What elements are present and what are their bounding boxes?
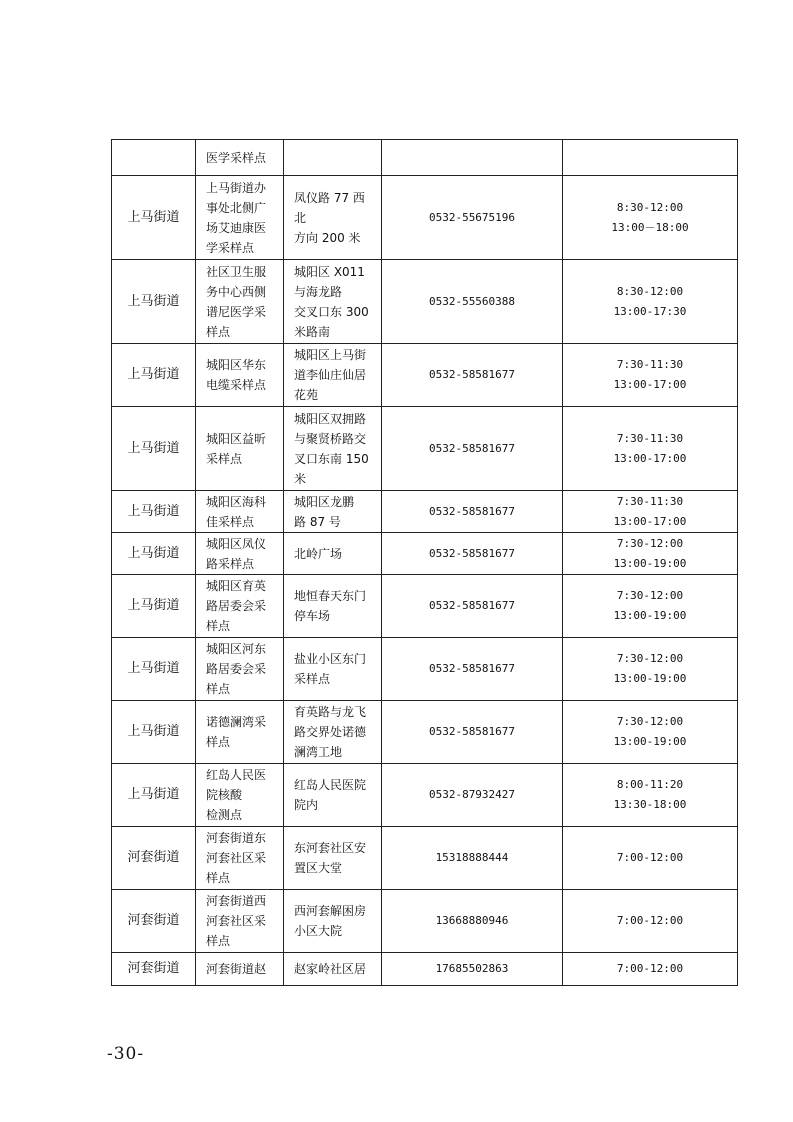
cell-hours: 7:30-11:30 13:00-17:00 <box>563 491 738 533</box>
cell-phone <box>382 140 563 176</box>
table-row <box>112 701 738 764</box>
table-row <box>112 407 738 491</box>
table-row <box>112 533 738 575</box>
cell-street: 上马街道 <box>112 491 196 533</box>
cell-site-name: 河套街道西 河套社区采 样点 <box>196 890 284 953</box>
cell-hours: 8:30-12:00 13:00-17:30 <box>563 260 738 344</box>
cell-address: 城阳区龙鹏 路 87 号 <box>284 491 382 533</box>
cell-address: 城阳区上马街 道李仙庄仙居 花苑 <box>284 344 382 407</box>
table-row <box>112 764 738 827</box>
cell-street: 上马街道 <box>112 407 196 491</box>
cell-address <box>284 140 382 176</box>
cell-hours: 8:00-11:20 13:30-18:00 <box>563 764 738 827</box>
cell-phone: 15318888444 <box>382 827 563 890</box>
cell-site-name: 诺德澜湾采 样点 <box>196 701 284 764</box>
cell-street: 上马街道 <box>112 260 196 344</box>
table-row <box>112 827 738 890</box>
cell-hours: 8:30-12:00 13:00－18:00 <box>563 176 738 260</box>
cell-site-name: 上马街道办 事处北侧广 场艾迪康医 学采样点 <box>196 176 284 260</box>
cell-phone: 0532-87932427 <box>382 764 563 827</box>
cell-street: 河套街道 <box>112 890 196 953</box>
cell-address: 北岭广场 <box>284 533 382 575</box>
cell-street: 上马街道 <box>112 344 196 407</box>
cell-site-name: 城阳区河东 路居委会采 样点 <box>196 638 284 701</box>
table-row <box>112 890 738 953</box>
cell-phone: 0532-58581677 <box>382 344 563 407</box>
cell-site-name: 河套街道东 河套社区采 样点 <box>196 827 284 890</box>
cell-street: 上马街道 <box>112 575 196 638</box>
cell-phone: 0532-58581677 <box>382 701 563 764</box>
cell-address: 地恒春天东门 停车场 <box>284 575 382 638</box>
cell-address: 盐业小区东门 采样点 <box>284 638 382 701</box>
cell-street: 河套街道 <box>112 827 196 890</box>
cell-address: 赵家岭社区居 <box>284 953 382 986</box>
cell-site-name: 红岛人民医 院核酸 检测点 <box>196 764 284 827</box>
cell-hours: 7:30-12:00 13:00-19:00 <box>563 575 738 638</box>
cell-address: 育英路与龙飞 路交界处诺德 澜湾工地 <box>284 701 382 764</box>
table-body <box>112 140 738 986</box>
table-row <box>112 638 738 701</box>
cell-address: 红岛人民医院 院内 <box>284 764 382 827</box>
cell-hours: 7:30-11:30 13:00-17:00 <box>563 407 738 491</box>
cell-hours: 7:30-11:30 13:00-17:00 <box>563 344 738 407</box>
cell-phone: 0532-58581677 <box>382 575 563 638</box>
cell-site-name: 社区卫生服 务中心西侧 谱尼医学采 样点 <box>196 260 284 344</box>
cell-street: 上马街道 <box>112 533 196 575</box>
table-row <box>112 260 738 344</box>
cell-hours: 7:00-12:00 <box>563 827 738 890</box>
page-number: -30- <box>107 1044 145 1064</box>
cell-site-name: 医学采样点 <box>196 140 284 176</box>
cell-site-name: 城阳区华东 电缆采样点 <box>196 344 284 407</box>
cell-phone: 0532-58581677 <box>382 491 563 533</box>
cell-hours: 7:30-12:00 13:00-19:00 <box>563 638 738 701</box>
cell-street <box>112 140 196 176</box>
cell-site-name: 城阳区育英 路居委会采 样点 <box>196 575 284 638</box>
cell-address: 凤仪路 77 西 北 方向 200 米 <box>284 176 382 260</box>
table-row <box>112 176 738 260</box>
cell-address: 东河套社区安 置区大堂 <box>284 827 382 890</box>
cell-phone: 0532-58581677 <box>382 533 563 575</box>
cell-street: 上马街道 <box>112 638 196 701</box>
cell-hours: 7:00-12:00 <box>563 953 738 986</box>
cell-street: 上马街道 <box>112 176 196 260</box>
cell-address: 城阳区双拥路 与聚贤桥路交 叉口东南 150 米 <box>284 407 382 491</box>
table-row <box>112 575 738 638</box>
cell-phone: 0532-58581677 <box>382 407 563 491</box>
cell-address: 西河套解困房 小区大院 <box>284 890 382 953</box>
cell-street: 上马街道 <box>112 764 196 827</box>
cell-phone: 13668880946 <box>382 890 563 953</box>
cell-phone: 0532-55560388 <box>382 260 563 344</box>
cell-street: 河套街道 <box>112 953 196 986</box>
cell-street: 上马街道 <box>112 701 196 764</box>
cell-phone: 0532-55675196 <box>382 176 563 260</box>
cell-phone: 0532-58581677 <box>382 638 563 701</box>
cell-site-name: 城阳区海科 佳采样点 <box>196 491 284 533</box>
cell-hours: 7:30-12:00 13:00-19:00 <box>563 533 738 575</box>
table-row <box>112 953 738 986</box>
cell-hours: 7:30-12:00 13:00-19:00 <box>563 701 738 764</box>
table-row <box>112 344 738 407</box>
cell-phone: 17685502863 <box>382 953 563 986</box>
table-row <box>112 491 738 533</box>
cell-site-name: 城阳区凤仪 路采样点 <box>196 533 284 575</box>
sampling-sites-table <box>111 139 738 986</box>
cell-site-name: 城阳区益昕 采样点 <box>196 407 284 491</box>
cell-hours: 7:00-12:00 <box>563 890 738 953</box>
cell-address: 城阳区 X011 与海龙路 交叉口东 300 米路南 <box>284 260 382 344</box>
table-row <box>112 140 738 176</box>
cell-hours <box>563 140 738 176</box>
cell-site-name: 河套街道赵 <box>196 953 284 986</box>
